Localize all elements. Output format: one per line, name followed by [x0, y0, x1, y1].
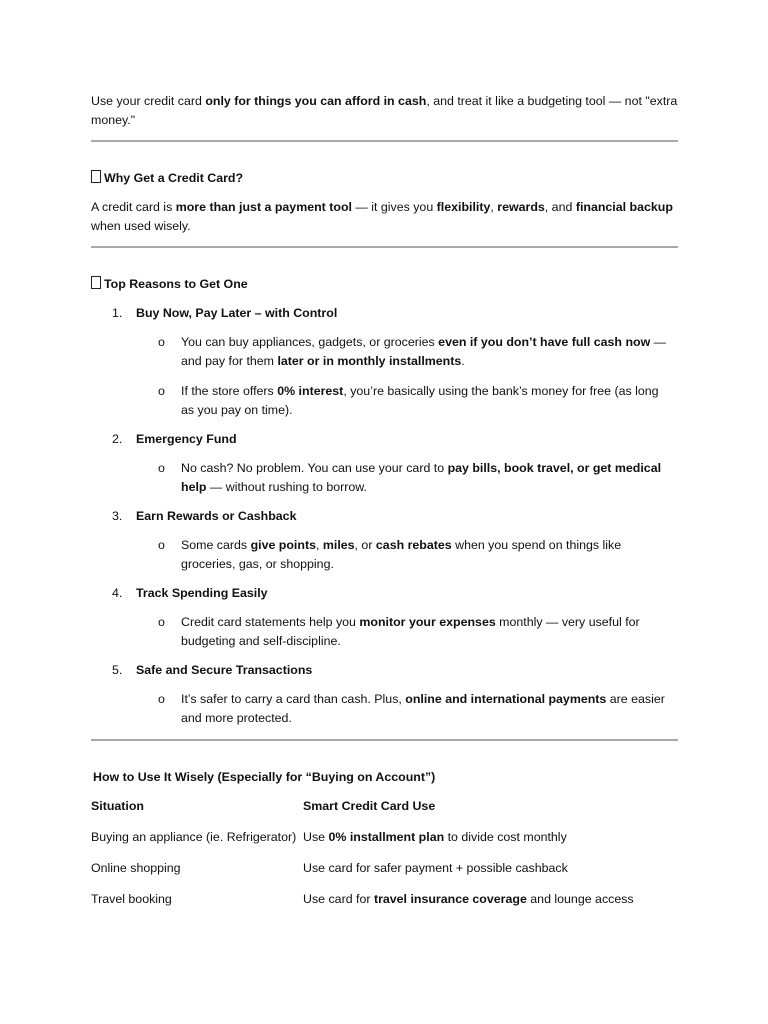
- bullet-text: Some cards: [181, 538, 251, 552]
- table-cell-use: [303, 890, 634, 909]
- reason-bullet: [181, 382, 671, 420]
- bullet-icon: o: [158, 384, 165, 398]
- reason-bullet: [181, 613, 671, 651]
- list-number: 4.: [112, 586, 123, 600]
- reason-bullet: [181, 536, 671, 574]
- bullet-icon: o: [158, 692, 165, 706]
- reason-title: Buy Now, Pay Later – with Control: [136, 306, 338, 320]
- bullet-text: when you spend on things like groceries, gas, or shopping.: [181, 538, 622, 571]
- why-emphasis: more than just a payment tool: [175, 200, 352, 214]
- intro-text: , and treat it like a budgeting tool — not "extra money.": [91, 94, 678, 127]
- bullet-text: are easier and more protected.: [181, 692, 665, 725]
- reason-title: Earn Rewards or Cashback: [136, 509, 297, 523]
- bullet-icon: o: [158, 335, 165, 349]
- bullet-emphasis: miles: [322, 538, 355, 552]
- why-text: , and: [544, 200, 576, 214]
- table-cell-situation: Buying an appliance (ie. Refrigerator): [91, 830, 297, 844]
- bullet-text: — and pay for them: [181, 335, 667, 368]
- reason-bullet: [181, 459, 671, 497]
- reason-title: Emergency Fund: [136, 432, 237, 446]
- reason-bullet: [181, 333, 671, 371]
- intro-text: Use your credit card: [91, 94, 206, 108]
- bullet-text: Credit card statements help you: [181, 615, 360, 629]
- why-heading-text: Why Get a Credit Card?: [104, 171, 244, 185]
- table-header-situation: Situation: [91, 799, 144, 813]
- why-heading: [91, 169, 681, 188]
- list-number: 1.: [112, 306, 123, 320]
- bullet-emphasis: cash rebates: [375, 538, 452, 552]
- bullet-emphasis: pay bills, book travel, or get medical help: [181, 461, 662, 494]
- bullet-icon: o: [158, 615, 165, 629]
- bullet-emphasis: monitor your expenses: [359, 615, 496, 629]
- bullet-text: No cash? No problem. You can use your card to: [181, 461, 448, 475]
- list-number: 3.: [112, 509, 123, 523]
- reason-title: Safe and Secure Transactions: [136, 663, 313, 677]
- bullet-text: You can buy appliances, gadgets, or groceries: [181, 335, 439, 349]
- table-cell-situation: Online shopping: [91, 861, 181, 875]
- usage-heading: How to Use It Wisely (Especially for “Buying on Account”): [93, 770, 436, 784]
- bullet-text: If the store offers: [181, 384, 278, 398]
- missing-glyph-icon: [91, 276, 101, 289]
- why-text: A credit card is: [91, 200, 176, 214]
- bullet-emphasis: even if you don’t have full cash now: [438, 335, 651, 349]
- bullet-emphasis: 0% interest: [277, 384, 344, 398]
- bullet-text: ,: [315, 538, 323, 552]
- why-emphasis: rewards: [497, 200, 545, 214]
- why-text: when used wisely.: [91, 219, 191, 233]
- bullet-emphasis: give points: [250, 538, 316, 552]
- divider: [91, 246, 678, 248]
- bullet-text: It’s safer to carry a card than cash. Plus,: [181, 692, 406, 706]
- cell-text: Use: [303, 830, 329, 844]
- why-paragraph: [91, 198, 681, 236]
- cell-text: Use card for: [303, 892, 374, 906]
- missing-glyph-icon: [91, 170, 101, 183]
- table-cell-use: [303, 828, 567, 847]
- list-number: 2.: [112, 432, 123, 446]
- cell-emphasis: 0% installment plan: [328, 830, 445, 844]
- table-header-use: Smart Credit Card Use: [303, 799, 436, 813]
- cell-text: to divide cost monthly: [444, 830, 567, 844]
- cell-text: and lounge access: [526, 892, 634, 906]
- why-emphasis: flexibility: [436, 200, 491, 214]
- bullet-text: , you’re basically using the bank’s money for free (as long as you pay on time).: [181, 384, 659, 417]
- why-emphasis: financial backup: [575, 200, 673, 214]
- bullet-text: monthly — very useful for budgeting and self-discipline.: [181, 615, 640, 648]
- bullet-text: , or: [354, 538, 376, 552]
- bullet-icon: o: [158, 461, 165, 475]
- reasons-heading: [91, 275, 681, 294]
- bullet-text: — without rushing to borrow.: [206, 480, 367, 494]
- list-number: 5.: [112, 663, 123, 677]
- reason-title: Track Spending Easily: [136, 586, 268, 600]
- cell-text: Use card for safer payment + possible cashback: [303, 861, 568, 875]
- intro-emphasis: only for things you can afford in cash: [205, 94, 427, 108]
- bullet-icon: o: [158, 538, 165, 552]
- why-text: ,: [490, 200, 498, 214]
- bullet-text: .: [461, 354, 465, 368]
- reason-bullet: [181, 690, 671, 728]
- intro-paragraph: [91, 92, 681, 130]
- reasons-heading-text: Top Reasons to Get One: [104, 277, 248, 291]
- cell-emphasis: travel insurance coverage: [373, 892, 527, 906]
- why-text: — it gives you: [351, 200, 437, 214]
- bullet-emphasis: later or in monthly installments: [277, 354, 462, 368]
- divider: [91, 739, 678, 741]
- table-cell-situation: Travel booking: [91, 892, 172, 906]
- bullet-emphasis: online and international payments: [405, 692, 607, 706]
- divider: [91, 140, 678, 142]
- table-cell-use: [303, 859, 568, 878]
